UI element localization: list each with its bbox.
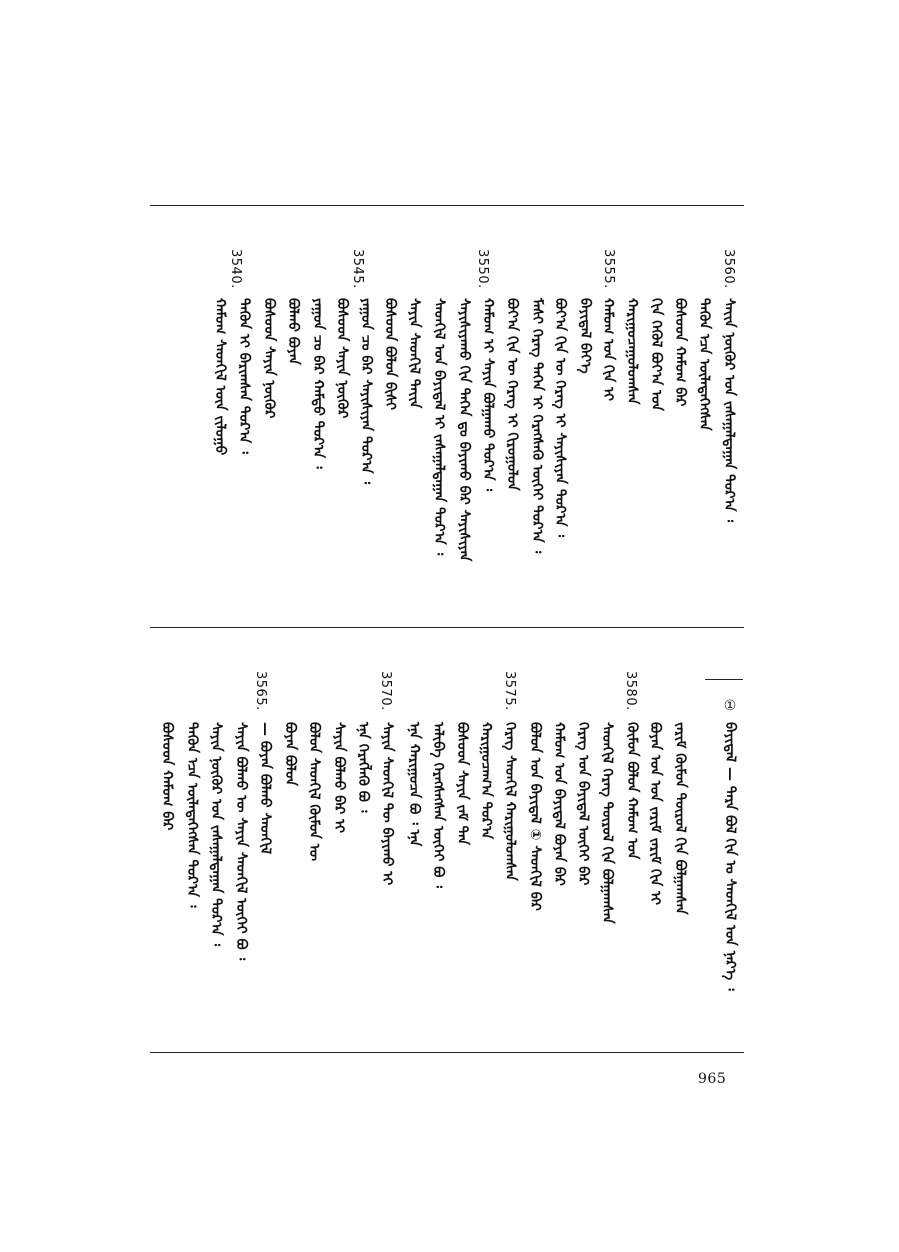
text-line: ᠪᠣᠯᠬᠤ ᠪᠤᠶᠠᠨ <box>285 298 301 365</box>
line-number: 3570. <box>378 671 393 711</box>
text-line: ᠪᠣᠯᠤᠨ ᠤᠨ ᠪᠠᠶᠢᠳᠠᠯ ① ᠰᠡᠳᠬᠢᠯ ᠪᠠᠷ <box>527 722 543 911</box>
text-line: ᠪᠤᠶ᠎ᠠ ᠬᠢᠨ ᠦ ᠬᠡᠷᠡᠭ ᠢ ᠬᠢᠷᠤᠭᠤᠯᠤᠨ <box>504 298 520 491</box>
line-number: 3560. <box>721 249 736 289</box>
text-line: ᠡᠨᠡ ᠬᠡᠷᠡᠭᠯᠡᠬᠦ ᠪᠣ ᠄ <box>355 722 371 813</box>
text-line: ᠬᠡᠷᠡᠭ ᠤᠨ ᠪᠠᠶᠢᠳᠠᠯ ᠦᠭᠡᠢ ᠪᠠᠷ <box>575 722 591 886</box>
text-line: ᠪᠤᠰᠤᠳ ᠬᠠᠮᠤᠭ ᠪᠠᠷ <box>159 722 175 831</box>
text-line: ᠶᠠᠭᠤᠨ ᠴᠤ ᠪᠠᠷ ᠬᠠᠮᠲᠤ ᠳᠤᠷ᠎ᠠ ᠄ <box>310 298 326 469</box>
text-line: ᠪᠤᠶᠠᠨ ᠤᠨ ᠤᠨ ᠵᠠᠷᠢᠮ ᠵᠠᠷᠢᠮ ᠬᠢᠨ ᠢ <box>647 722 663 906</box>
line-number: 3540. <box>228 249 243 289</box>
text-line: ᠡᠨᠡ ᠬᠠᠷᠢᠭᠤᠴᠠ ᠪᠣ ᠄ ᠡᠨᠡ <box>406 722 422 847</box>
text-line: ᠰᠠᠶᠢᠨ ᠰᠡᠳᠬᠢᠯ ᠲᠡᠶ᠋ᠢᠨ <box>406 298 422 409</box>
line-number: 3580. <box>623 671 638 711</box>
text-line: ᠪᠤᠰᠤᠳ ᠰᠠᠶᠢᠨ ᠨᠥᠬᠦᠷ <box>261 298 277 419</box>
middle-rule <box>150 627 744 628</box>
text-line: ᠰᠠᠶᠢᠨ ᠪᠣᠯᠬᠤ ᠦ ᠰᠠᠶᠢᠨ ᠰᠡᠳᠬᠢᠯ ᠦᠭᠡᠢ ᠪᠣ ᠄ <box>233 722 249 961</box>
text-line: ᠬᠡᠷᠡᠭ ᠰᠡᠳᠬᠢᠯ ᠬᠠᠷᠢᠭᠤᠯᠤᠭᠰᠠᠨ <box>502 722 518 881</box>
bottom-rule <box>150 1052 744 1053</box>
text-line: ᠬᠢᠨ ᠬᠡᠭᠦᠯ ᠪᠤᠶ᠎ᠠ ᠤᠨ <box>648 298 664 411</box>
text-line: ᠰᠡᠳᠬᠢᠯ ᠤᠨ ᠪᠠᠶᠢᠳᠠᠯ ᠢ ᠵᠠᠰᠠᠭ᠋ᠠᠯᠲᠠᠭᠠᠨ ᠳᠤᠷ᠎ᠠ ᠄ <box>431 298 447 556</box>
text-line: ᠪᠤᠰᠤᠳ ᠬᠠᠮᠤᠭ ᠪᠠᠷ <box>672 298 688 407</box>
text-line: ᠬᠠᠷᠢᠭᠤᠴᠠᠭᠤᠯᠤᠭᠰᠠᠨ <box>624 298 640 405</box>
text-line: ᠠᠯᠢᠪᠠ ᠬᠡᠷᠡᠭᠰᠡᠭᠰᠡᠨ ᠦᠭᠡᠢ ᠪᠣ ᠄ <box>430 722 446 888</box>
footnote-text: ᠪᠠᠶᠢᠳᠠᠯ — ᠲᠡᠷᠡ ᠪᠣᠯ ᠬᠢᠨ ᠤ ᠰᠡᠳᠬᠢᠯ ᠤᠨ ᠨᠡᠷ᠎ᠡ ᠄ <box>722 722 738 991</box>
line-number: 3555. <box>601 249 616 289</box>
text-line: ᠰᠠᠶ᠋ᠢᠨ ᠨᠥᠬᠦᠷ ᠤᠨ ᠵᠠᠰᠠᠭ᠋ᠠᠯᠲᠠᠭᠠᠨ ᠳᠤᠷ᠎ᠠ ᠄ <box>721 298 737 523</box>
text-line: ᠪᠤᠰᠤᠳ ᠰᠠᠶᠢᠨ ᠨᠥᠬᠦᠷ <box>334 298 350 419</box>
page-number: 965 <box>698 1071 727 1087</box>
text-line: — ᠪᠤᠶᠠᠨ ᠪᠣᠯᠬᠤ ᠰᠡᠳᠬᠢᠯ <box>257 722 273 855</box>
text-line: ᠰᠠᠶᠢᠨ ᠰᠡᠳᠬᠢᠯ ᠲᠦ ᠪᠠᠶᠢᠬᠤ ᠢ <box>379 722 395 886</box>
top-rule <box>150 205 744 206</box>
text-line: ᠰᠠᠶᠢᠰᠢᠶᠠᠬᠤ ᠬᠢᠨ ᠲᠡᠭᠡᠨ ᠳᠤ ᠪᠠᠶᠢᠬᠤ ᠪᠠᠷ ᠰᠠᠶᠢᠰᠢᠶᠠᠨ <box>456 298 472 562</box>
footnote-rule <box>705 679 743 680</box>
text-line: ᠶᠠᠭᠤᠨ ᠴᠤ ᠪᠠᠷ ᠰᠠᠶᠢᠰᠢᠶᠠᠨ ᠳᠤᠷ᠎ᠠ ᠄ <box>358 298 374 485</box>
text-line: ᠪᠠᠶᠢᠳᠠᠯ ᠪᠡᠶ᠎ᠡ <box>577 298 593 374</box>
line-number: 3550. <box>475 249 490 289</box>
text-line: ᠮᠠᠰᠢ ᠬᠡᠷᠡᠭ ᠲᠡᠭᠡᠨ ᠢ ᠬᠡᠷᠡᠭᠰᠡᠬᠦ ᠦᠭᠡᠢ ᠳᠤᠷ᠎ᠠ ᠄ <box>529 298 545 554</box>
text-line: ᠪᠤᠶᠠᠨ ᠪᠣᠯᠣᠨ <box>282 722 298 786</box>
text-line: ᠬᠦᠮᠦᠨ ᠪᠣᠯᠤᠨ ᠬᠠᠮᠤᠭ ᠤᠨ <box>624 722 640 860</box>
text-line: ᠬᠠᠮᠤᠭ ᠰᠡᠳᠬᠢᠯ ᠦᠨ ᠵᠢᠯᠤᠭᠤ <box>212 298 228 456</box>
text-line: ᠪᠣᠯᠣᠨ ᠰᠡᠳᠬᠢᠯ ᠬᠦᠮᠦᠨ ᠦ <box>306 722 322 861</box>
text-line: ᠪᠤᠶ᠎ᠠ ᠬᠢᠨ ᠦ ᠬᠡᠷᠡᠭ ᠢ ᠰᠠᠶᠢᠰᠢᠶᠠᠨ ᠳᠤᠷ᠎ᠠ ᠄ <box>552 298 568 537</box>
line-number: 3575. <box>502 671 517 711</box>
text-line: ᠬᠠᠮᠤᠭ ᠤᠨ ᠪᠠᠶᠢᠳᠠᠯ ᠪᠤᠶᠠᠨ ᠪᠠᠷ <box>551 722 567 886</box>
text-line: ᠪᠤᠰᠤᠳ ᠰᠠᠶᠢᠨ ᠵᠠᠮ ᠲᠠᠨ <box>454 722 470 846</box>
text-line: ᠬᠠᠮᠤᠭ ᠤᠨ ᠬᠢᠨ ᠢ <box>600 298 616 402</box>
text-line: ᠬᠠᠮᠤᠭ ᠢ ᠰᠠᠶᠢᠨ ᠪᠣᠯᠭᠠᠬᠤ ᠳᠤᠷ᠎ᠠ ᠄ <box>480 298 496 492</box>
text-line: ᠲᠡᠭᠦᠨ ᠡᠴᠡ ᠦᠯᠡᠳᠡᠭᠡᠭᠰᠡᠨ ᠳᠤᠷ᠎ᠠ ᠄ <box>184 722 200 908</box>
text-line: ᠬᠠᠷᠢᠭᠤᠴᠠᠭ᠎ᠠ ᠳᠤᠷ᠎ᠠ <box>478 722 494 840</box>
text-line: ᠰᠠᠶᠢᠨ ᠨᠥᠬᠦᠷ ᠤᠨ ᠵᠠᠰᠠᠭ᠋ᠠᠯᠲᠠᠭᠠᠨ ᠳᠤᠷ᠎ᠠ ᠄ <box>208 722 224 947</box>
text-line: ᠵᠠᠷᠢᠮ ᠬᠦᠮᠦᠨ ᠲᠦᠷᠦᠯ ᠬᠢᠨ ᠪᠣᠯᠭᠠᠭᠰᠠᠨ <box>672 722 688 915</box>
text-line: ᠰᠠᠶᠢᠨ ᠪᠣᠯᠬᠤ ᠪᠠᠷ ᠢ <box>331 722 347 834</box>
text-line: ᠪᠤᠰᠤᠳ ᠪᠣᠯᠣᠨ ᠪᠢᠰᠢ <box>382 298 398 410</box>
line-number: 3565. <box>253 671 268 711</box>
text-line: ᠰᠡᠳᠬᠢᠯ ᠬᠡᠷᠡᠭ ᠲᠦᠷᠦᠯ ᠬᠢᠨ ᠪᠣᠯᠭᠠᠭᠰᠠᠨ <box>599 722 615 924</box>
text-line: ᠲᠡᠭᠦᠨ ᠢ ᠪᠠᠷᠢᠭᠰᠠᠨ ᠳᠤᠷ᠎ᠠ ᠄ <box>236 298 252 454</box>
line-number: 3545. <box>350 249 365 289</box>
text-line: ᠲᠡᠭᠦᠨ ᠡᠴᠡ ᠦᠯᠡᠳᠡᠭᠡᠭᠰᠡᠨ <box>696 298 712 431</box>
footnote-marker: ① <box>722 698 738 715</box>
